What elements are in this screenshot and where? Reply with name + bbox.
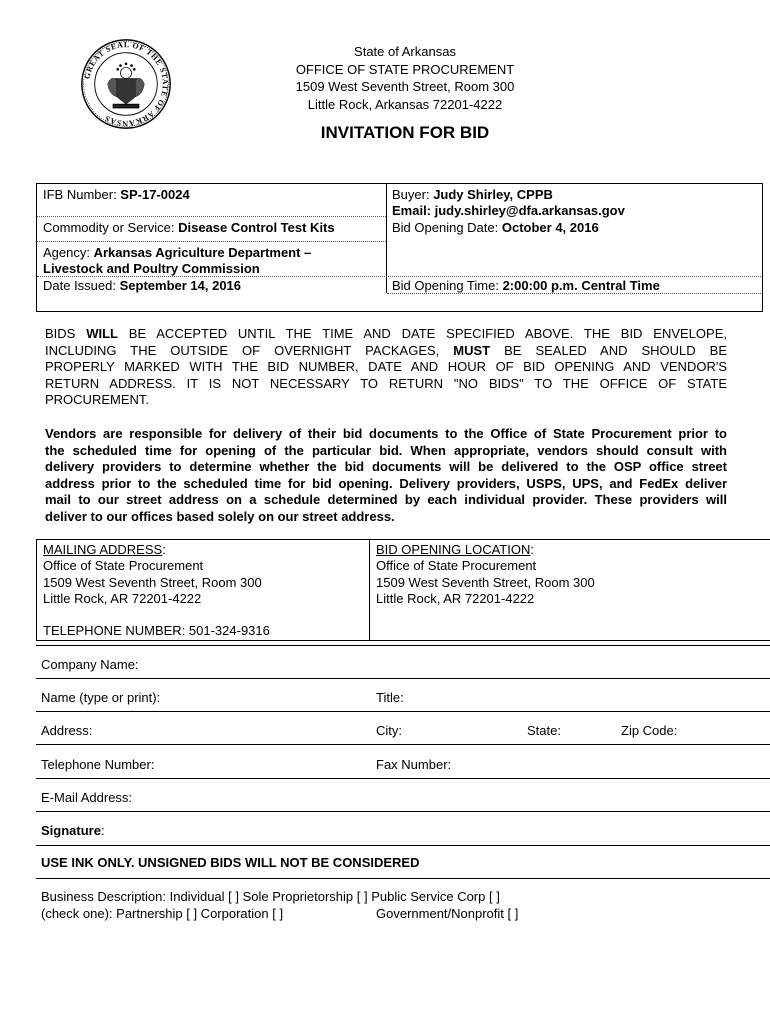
company-name-field[interactable]: Company Name: [41,657,139,672]
mailing-phone: TELEPHONE NUMBER: 501-324-9316 [43,623,270,638]
location-street: 1509 West Seventh Street, Room 300 [376,575,595,590]
city-field[interactable]: City: [376,723,402,738]
header-office: OFFICE OF STATE PROCUREMENT [295,61,515,77]
address-field[interactable]: Address: [41,723,93,738]
mailing-address-heading: MAILING ADDRESS: [43,542,166,557]
telephone-field[interactable]: Telephone Number: [41,757,155,772]
header-state: State of Arkansas [354,44,456,59]
vendor-delivery-paragraph: Vendors are responsible for delivery of their bid documents to the Office of State Procurement prior to the scheduled time for opening of the particular bid. When appropriate, vendors should consult with delivery providers to determine whether the bid documents will be delivered to the OSP office street address prior to the scheduled time for bid opening. Delivery providers, USPS, UPS, and FedEx deliver mail to our street address on a schedule determined by each individual provider. These providers will deliver to our offices based solely on our street address. [45,426,727,524]
zip-code-field[interactable]: Zip Code: [621,723,678,738]
signature-field[interactable]: Signature: [41,823,105,838]
header-city: Little Rock, Arkansas 72201-4222 [307,96,503,112]
ifb-date-issued: Date Issued: September 14, 2016 [43,278,242,293]
svg-text:GREAT SEAL OF THE STATE OF ARK: GREAT SEAL OF THE STATE OF ARKANSAS [82,40,170,128]
ifb-commodity: Commodity or Service: Disease Control Test Kits [43,220,335,235]
mailing-city: Little Rock, AR 72201-4222 [43,591,202,606]
ifb-opening-date: Bid Opening Date: October 4, 2016 [392,220,599,235]
bid-notice-paragraph: BIDS WILL BE ACCEPTED UNTIL THE TIME AND DATE SPECIFIED ABOVE. THE BID ENVELOPE, INCLUDING THE OUTSIDE OF OVERNIGHT PACKAGES, MUST BE SEALED AND SHOULD BE PROPERLY MARKED WITH THE BID NUMBER, DATE AND HOUR OF BID OPENING AND VENDOR'S RETURN ADDRESS. IT IS NOT NECESSARY TO RETURN "NO BIDS" TO THE OFFICE OF STATE PROCUREMENT. [45,326,728,407]
bid-opening-location-heading: BID OPENING LOCATION: [376,542,534,557]
ink-only-notice: USE INK ONLY. UNSIGNED BIDS WILL NOT BE CONSIDERED [41,855,420,870]
business-description-options-2[interactable]: (check one): Partnership [ ] Corporation [ ] [41,906,284,921]
state-field[interactable]: State: [527,723,561,738]
ifb-agency: Agency: Arkansas Agriculture Department – [43,245,312,260]
mailing-street: 1509 West Seventh Street, Room 300 [43,575,262,590]
page-title: INVITATION FOR BID [320,123,490,142]
ifb-email: Email: judy.shirley@dfa.arkansas.gov [392,203,625,218]
ifb-buyer: Buyer: Judy Shirley, CPPB [392,187,553,202]
business-government-option[interactable]: Government/Nonprofit [ ] [376,906,519,921]
location-name: Office of State Procurement [376,558,537,573]
state-seal-icon [80,38,172,130]
ifb-number: IFB Number: SP-17-0024 [43,187,190,202]
business-description-options[interactable]: Business Description: Individual [ ] Sole Proprietorship [ ] Public Service Corp [ ] [41,889,500,904]
fax-field[interactable]: Fax Number: [376,757,452,772]
ifb-agency-line2: Livestock and Poultry Commission [43,261,260,276]
header-street: 1509 West Seventh Street, Room 300 [295,79,515,94]
title-field[interactable]: Title: [376,690,404,705]
email-field[interactable]: E-Mail Address: [41,790,133,805]
ifb-opening-time: Bid Opening Time: 2:00:00 p.m. Central Time [392,278,660,293]
name-field[interactable]: Name (type or print): [41,690,161,705]
location-city: Little Rock, AR 72201-4222 [376,591,535,606]
mailing-name: Office of State Procurement [43,558,204,573]
